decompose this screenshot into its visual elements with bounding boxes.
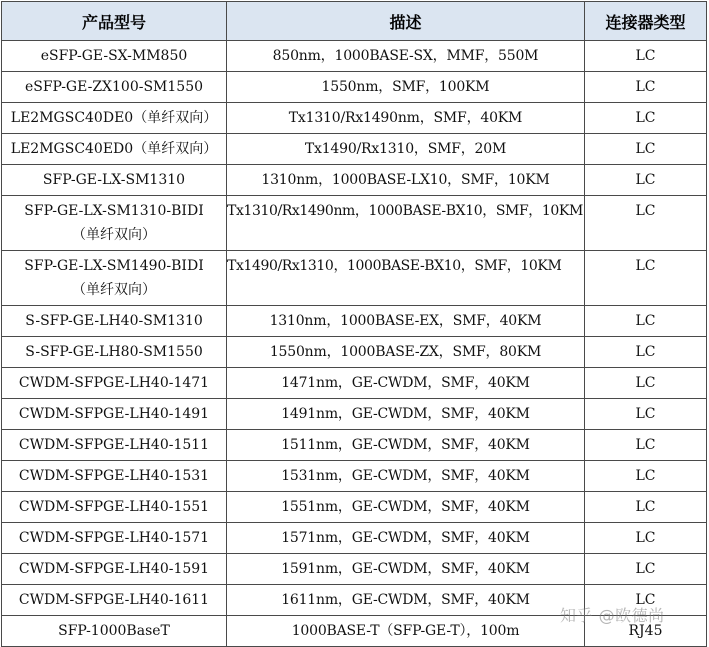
table-row	[2, 368, 707, 399]
header-model: 产品型号	[2, 2, 227, 41]
connector-cell: RJ45	[585, 616, 707, 647]
connector-cell: LC	[585, 368, 707, 399]
connector-cell: LC	[585, 337, 707, 368]
description-cell: 1591nm，GE-CWDM，SMF，40KM	[227, 554, 585, 585]
description-cell: 1310nm，1000BASE-LX10，SMF，10KM	[227, 165, 585, 196]
connector-cell: LC	[585, 134, 707, 165]
model-cell: LE2MGSC40DE0（单纤双向）	[2, 103, 227, 134]
description-cell: Tx1310/Rx1490nm，1000BASE-BX10，SMF，10KM	[227, 196, 585, 251]
description-cell: 1491nm，GE-CWDM，SMF，40KM	[227, 399, 585, 430]
product-table	[1, 1, 707, 647]
model-line-2: （单纤双向）	[72, 227, 156, 243]
model-cell: CWDM-SFPGE-LH40-1571	[2, 523, 227, 554]
connector-cell: LC	[585, 461, 707, 492]
model-cell: eSFP-GE-ZX100-SM1550	[2, 72, 227, 103]
model-line-2: （单纤双向）	[72, 282, 156, 298]
table-row	[2, 337, 707, 368]
description-cell: 1310nm，1000BASE-EX，SMF，40KM	[227, 306, 585, 337]
table-row	[2, 134, 707, 165]
description-cell: 1551nm，GE-CWDM，SMF，40KM	[227, 492, 585, 523]
model-cell: CWDM-SFPGE-LH40-1471	[2, 368, 227, 399]
connector-cell: LC	[585, 72, 707, 103]
table-row	[2, 306, 707, 337]
model-cell: LE2MGSC40ED0（单纤双向）	[2, 134, 227, 165]
table-row	[2, 165, 707, 196]
table-row	[2, 523, 707, 554]
model-line-1: SFP-GE-LX-SM1310-BIDI	[24, 203, 204, 219]
table-row	[2, 251, 707, 306]
model-cell: SFP-GE-LX-SM1310	[2, 165, 227, 196]
connector-cell: LC	[585, 103, 707, 134]
connector-cell: LC	[585, 585, 707, 616]
table-row	[2, 399, 707, 430]
connector-cell: LC	[585, 41, 707, 72]
connector-cell: LC	[585, 251, 707, 306]
table-row	[2, 103, 707, 134]
watermark: 知乎 @欧德尚	[560, 606, 665, 625]
model-cell: CWDM-SFPGE-LH40-1611	[2, 585, 227, 616]
description-cell: 1000BASE-T（SFP-GE-T），100m	[227, 616, 585, 647]
connector-cell: LC	[585, 196, 707, 251]
description-cell: 1611nm，GE-CWDM，SMF，40KM	[227, 585, 585, 616]
description-cell: 1531nm，GE-CWDM，SMF，40KM	[227, 461, 585, 492]
model-cell: S-SFP-GE-LH80-SM1550	[2, 337, 227, 368]
description-cell: 1571nm，GE-CWDM，SMF，40KM	[227, 523, 585, 554]
description-cell: 1550nm，SMF，100KM	[227, 72, 585, 103]
model-cell: CWDM-SFPGE-LH40-1551	[2, 492, 227, 523]
model-cell: S-SFP-GE-LH40-SM1310	[2, 306, 227, 337]
description-cell: 850nm，1000BASE-SX，MMF，550M	[227, 41, 585, 72]
table-row	[2, 72, 707, 103]
table-row	[2, 554, 707, 585]
header-row	[2, 2, 707, 41]
description-cell: Tx1490/Rx1310，1000BASE-BX10，SMF，10KM	[227, 251, 585, 306]
header-description: 描述	[227, 2, 585, 41]
connector-cell: LC	[585, 430, 707, 461]
model-cell: CWDM-SFPGE-LH40-1591	[2, 554, 227, 585]
table-row	[2, 430, 707, 461]
connector-cell: LC	[585, 306, 707, 337]
table-row	[2, 41, 707, 72]
description-cell: 1550nm，1000BASE-ZX，SMF，80KM	[227, 337, 585, 368]
model-cell	[2, 251, 227, 306]
model-cell: CWDM-SFPGE-LH40-1511	[2, 430, 227, 461]
table-row	[2, 461, 707, 492]
table-row	[2, 492, 707, 523]
model-line-1: SFP-GE-LX-SM1490-BIDI	[24, 258, 204, 274]
connector-cell: LC	[585, 492, 707, 523]
header-connector: 连接器类型	[585, 2, 707, 41]
table-row	[2, 196, 707, 251]
description-cell: 1471nm，GE-CWDM，SMF，40KM	[227, 368, 585, 399]
description-cell: Tx1310/Rx1490nm，SMF，40KM	[227, 103, 585, 134]
model-cell: SFP-1000BaseT	[2, 616, 227, 647]
model-cell: CWDM-SFPGE-LH40-1531	[2, 461, 227, 492]
model-cell	[2, 196, 227, 251]
description-cell: 1511nm，GE-CWDM，SMF，40KM	[227, 430, 585, 461]
connector-cell: LC	[585, 523, 707, 554]
connector-cell: LC	[585, 165, 707, 196]
description-cell: Tx1490/Rx1310，SMF，20M	[227, 134, 585, 165]
model-cell: eSFP-GE-SX-MM850	[2, 41, 227, 72]
connector-cell: LC	[585, 399, 707, 430]
model-cell: CWDM-SFPGE-LH40-1491	[2, 399, 227, 430]
connector-cell: LC	[585, 554, 707, 585]
